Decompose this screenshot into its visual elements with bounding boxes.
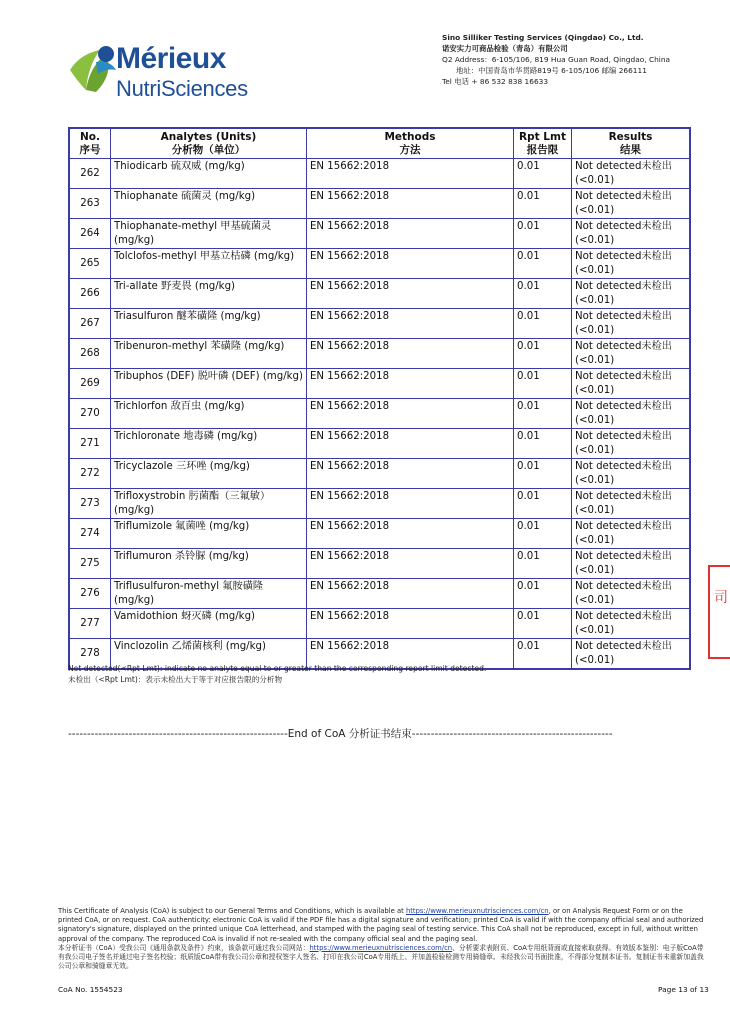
cell-result: Not detected未检出(<0.01) — [572, 189, 691, 219]
stamp-text: 司 — [714, 590, 728, 606]
cell-rpt-lmt: 0.01 — [514, 279, 572, 309]
cell-method: EN 15662:2018 — [307, 369, 514, 399]
table-row — [69, 549, 690, 579]
cell-result: Not detected未检出(<0.01) — [572, 639, 691, 670]
cell-analyte: Triflumuron 杀铃脲 (mg/kg) — [111, 549, 307, 579]
cell-method: EN 15662:2018 — [307, 219, 514, 249]
col-header-rpt-lmt: Rpt Lmt 报告限 — [514, 128, 572, 159]
table-row — [69, 369, 690, 399]
cell-method: EN 15662:2018 — [307, 399, 514, 429]
cell-rpt-lmt: 0.01 — [514, 459, 572, 489]
cell-result: Not detected未检出(<0.01) — [572, 579, 691, 609]
cell-analyte: Trichloronate 地毒磷 (mg/kg) — [111, 429, 307, 459]
cell-rpt-lmt: 0.01 — [514, 549, 572, 579]
company-info — [442, 32, 670, 87]
cell-no: 265 — [69, 249, 111, 279]
col-header-results: Results 结果 — [572, 128, 691, 159]
table-row — [69, 219, 690, 249]
cell-result: Not detected未检出(<0.01) — [572, 459, 691, 489]
cell-analyte: Trichlorfon 敌百虫 (mg/kg) — [111, 399, 307, 429]
cell-no: 277 — [69, 609, 111, 639]
table-header-row — [69, 128, 690, 159]
cell-rpt-lmt: 0.01 — [514, 189, 572, 219]
table-row — [69, 489, 690, 519]
cell-rpt-lmt: 0.01 — [514, 639, 572, 670]
cell-analyte: Vamidothion 蚜灭磷 (mg/kg) — [111, 609, 307, 639]
note-cn: 未检出（<Rpt Lmt)：表示未检出大于等于对应报告限的分析物 — [68, 674, 283, 684]
cell-rpt-lmt: 0.01 — [514, 219, 572, 249]
cell-result: Not detected未检出(<0.01) — [572, 369, 691, 399]
table-row — [69, 189, 690, 219]
note-en: Not detected(<Rpt Lmt): indicate no analyte equal to or greater than the corresponding report limit detected. — [68, 664, 487, 673]
cell-result: Not detected未检出(<0.01) — [572, 339, 691, 369]
cell-analyte: Tribenuron-methyl 苯磺隆 (mg/kg) — [111, 339, 307, 369]
table-note — [68, 664, 486, 685]
cell-method: EN 15662:2018 — [307, 159, 514, 189]
footer-link-2[interactable]: https://www.merieuxnutrisciences.com/cn — [309, 943, 453, 952]
cell-no: 266 — [69, 279, 111, 309]
cell-no: 273 — [69, 489, 111, 519]
cell-no: 271 — [69, 429, 111, 459]
table-row — [69, 309, 690, 339]
cell-method: EN 15662:2018 — [307, 639, 514, 670]
company-name-cn: 诺安实力可商品检验（青岛）有限公司 — [442, 44, 568, 53]
cell-method: EN 15662:2018 — [307, 309, 514, 339]
cell-analyte: Tribuphos (DEF) 脱叶磷 (DEF) (mg/kg) — [111, 369, 307, 399]
cell-no: 276 — [69, 579, 111, 609]
cell-result: Not detected未检出(<0.01) — [572, 489, 691, 519]
cell-no: 275 — [69, 549, 111, 579]
cell-analyte: Thiophanate-methyl 甲基硫菌灵 (mg/kg) — [111, 219, 307, 249]
cell-result: Not detected未检出(<0.01) — [572, 429, 691, 459]
cell-method: EN 15662:2018 — [307, 459, 514, 489]
brand-subname: NutriSciences — [116, 76, 248, 101]
cell-no: 267 — [69, 309, 111, 339]
results-table — [68, 127, 691, 670]
cell-rpt-lmt: 0.01 — [514, 399, 572, 429]
merieux-logo — [66, 40, 256, 106]
coa-number: CoA No. 1554523 — [58, 985, 123, 994]
cell-method: EN 15662:2018 — [307, 609, 514, 639]
cell-method: EN 15662:2018 — [307, 429, 514, 459]
cell-no: 272 — [69, 459, 111, 489]
cell-analyte: Trifloxystrobin 肟菌酯（三氟敏）(mg/kg) — [111, 489, 307, 519]
cell-result: Not detected未检出(<0.01) — [572, 279, 691, 309]
cell-no: 274 — [69, 519, 111, 549]
cell-result: Not detected未检出(<0.01) — [572, 159, 691, 189]
cell-no: 262 — [69, 159, 111, 189]
cell-result: Not detected未检出(<0.01) — [572, 609, 691, 639]
cell-method: EN 15662:2018 — [307, 549, 514, 579]
table-row — [69, 249, 690, 279]
col-header-no: No. 序号 — [69, 128, 111, 159]
cell-rpt-lmt: 0.01 — [514, 489, 572, 519]
table-row — [69, 459, 690, 489]
footer-cn-2: 、分析要求表附页、CoA专用纸背面或直接索取获得。有效版本鉴别：电子版CoA带有我公司电子签名并通过电子签名校验；纸质版CoA带有我公司公章和授权签字人签名、打印在我公司CoA专用纸上、并加盖检验检测专用骑缝章。未经我公司书面批准，不得部分复制本证书。复制证书未重新加盖我公司公章和骑缝章无效。 — [58, 943, 704, 971]
cell-rpt-lmt: 0.01 — [514, 369, 572, 399]
cell-result: Not detected未检出(<0.01) — [572, 219, 691, 249]
table-row — [69, 609, 690, 639]
table-row — [69, 399, 690, 429]
cell-no: 269 — [69, 369, 111, 399]
company-address-cn: 地址：中国青岛市华贯路819号 6-105/106 邮编 266111 — [456, 66, 647, 75]
cell-method: EN 15662:2018 — [307, 519, 514, 549]
cell-method: EN 15662:2018 — [307, 279, 514, 309]
footer-link-1[interactable]: https://www.merieuxnutrisciences.com/cn — [405, 907, 549, 915]
cell-analyte: Tricyclazole 三环唑 (mg/kg) — [111, 459, 307, 489]
cell-rpt-lmt: 0.01 — [514, 339, 572, 369]
page-number: Page 13 of 13 — [658, 985, 709, 994]
cell-method: EN 15662:2018 — [307, 249, 514, 279]
cell-rpt-lmt: 0.01 — [514, 249, 572, 279]
cell-method: EN 15662:2018 — [307, 579, 514, 609]
cell-analyte: Thiodicarb 硫双威 (mg/kg) — [111, 159, 307, 189]
table-row — [69, 339, 690, 369]
cell-rpt-lmt: 0.01 — [514, 609, 572, 639]
cell-rpt-lmt: 0.01 — [514, 429, 572, 459]
cell-analyte: Triflusulfuron-methyl 氟胺磺隆 (mg/kg) — [111, 579, 307, 609]
cell-rpt-lmt: 0.01 — [514, 519, 572, 549]
table-row — [69, 159, 690, 189]
footer-text-1: This Certificate of Analysis (CoA) is subject to our General Terms and Conditions, which is available at — [58, 907, 406, 915]
table-row — [69, 519, 690, 549]
table-row — [69, 429, 690, 459]
cell-result: Not detected未检出(<0.01) — [572, 399, 691, 429]
cell-analyte: Tolclofos-methyl 甲基立枯磷 (mg/kg) — [111, 249, 307, 279]
end-of-coa: ----------------------------------------------------------End of CoA 分析证书结束----------------------------------------------------- — [68, 728, 613, 740]
cell-no: 270 — [69, 399, 111, 429]
table-row — [69, 579, 690, 609]
brand-name: Mérieux — [116, 42, 226, 75]
cell-analyte: Thiophanate 硫菌灵 (mg/kg) — [111, 189, 307, 219]
cell-no: 278 — [69, 639, 111, 670]
cell-method: EN 15662:2018 — [307, 489, 514, 519]
table-row — [69, 279, 690, 309]
footer-cn-1: 本分析证书（CoA）受我公司《通用条款及条件》约束，该条款可通过我公司网站： — [58, 943, 310, 952]
cell-no: 264 — [69, 219, 111, 249]
col-header-analytes: Analytes (Units) 分析物（单位） — [111, 128, 307, 159]
company-tel: Tel 电话 + 86 532 838 16633 — [442, 77, 549, 86]
cell-rpt-lmt: 0.01 — [514, 579, 572, 609]
col-header-methods: Methods 方法 — [307, 128, 514, 159]
footer-text-2: , or on Analysis Request Form or on the printed CoA, or on request. CoA authenticity: electronic CoA is valid if the PDF file has a digital signature and verification; printed CoA is valid if with the company official seal and authorized signatory's signature, displayed on the printed unique CoA letterhead, and stamped with the paging seal of testing service. This CoA shall not be reproduced, except in full, without written approval of the company. The reproduced CoA is invalid if not re-sealed with the company official seal and the paging seal. — [58, 907, 704, 943]
cell-analyte: Vinclozolin 乙烯菌核利 (mg/kg) — [111, 639, 307, 670]
cell-result: Not detected未检出(<0.01) — [572, 249, 691, 279]
cell-no: 268 — [69, 339, 111, 369]
company-name-en: Sino Silliker Testing Services (Qingdao) Co., Ltd. — [442, 33, 644, 42]
cell-rpt-lmt: 0.01 — [514, 309, 572, 339]
cell-analyte: Tri-allate 野麦畏 (mg/kg) — [111, 279, 307, 309]
footer-terms — [58, 907, 708, 971]
cell-result: Not detected未检出(<0.01) — [572, 519, 691, 549]
cell-no: 263 — [69, 189, 111, 219]
cell-rpt-lmt: 0.01 — [514, 159, 572, 189]
cell-analyte: Triasulfuron 醚苯磺隆 (mg/kg) — [111, 309, 307, 339]
cell-method: EN 15662:2018 — [307, 339, 514, 369]
company-address-en: Q2 Address：6-105/106, 819 Hua Guan Road, Qingdao, China — [442, 55, 671, 64]
paging-seal-stamp — [708, 565, 730, 659]
cell-result: Not detected未检出(<0.01) — [572, 549, 691, 579]
cell-analyte: Triflumizole 氟菌唑 (mg/kg) — [111, 519, 307, 549]
cell-method: EN 15662:2018 — [307, 189, 514, 219]
cell-result: Not detected未检出(<0.01) — [572, 309, 691, 339]
